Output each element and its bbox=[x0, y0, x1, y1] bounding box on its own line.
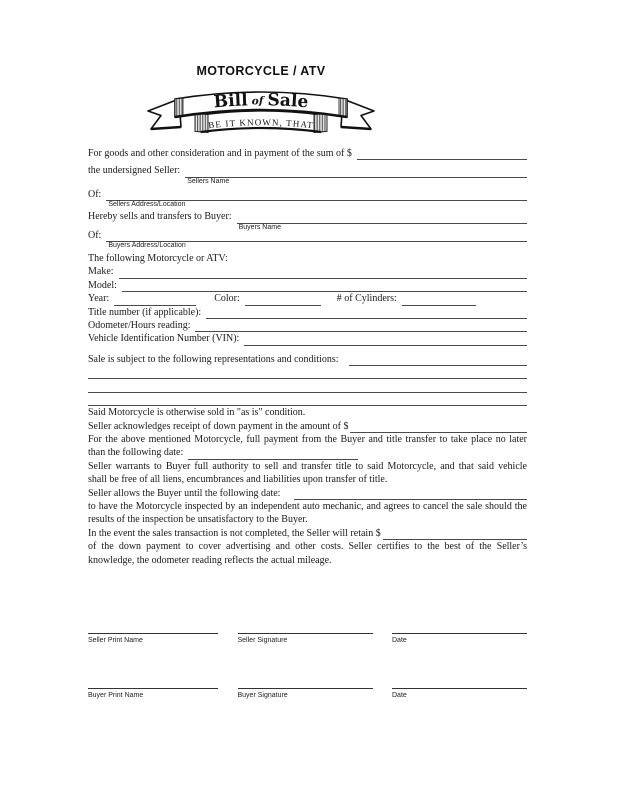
sum-label: For goods and other consideration and in payment of the sum of $ bbox=[88, 147, 352, 159]
down-payment-label: Seller acknowledges receipt of down payment in the amount of $ bbox=[88, 420, 349, 432]
buyer-name-sublabel: Buyers Name bbox=[238, 223, 281, 231]
warrant-statement-line-2: shall be free of all liens, encumbrances and liabilities upon transfer of title. bbox=[88, 474, 388, 486]
conditions-blank-row-4 bbox=[88, 393, 527, 406]
year-label: Year: bbox=[88, 293, 110, 305]
conditions-label: Sale is subject to the following representations and conditions: bbox=[88, 353, 339, 365]
year-blank[interactable] bbox=[114, 291, 196, 305]
title-number-row bbox=[88, 306, 527, 319]
sum-amount-blank[interactable] bbox=[357, 146, 527, 160]
buyer-print-name-label: Buyer Print Name bbox=[88, 692, 144, 699]
odometer-blank[interactable] bbox=[195, 318, 527, 332]
seller-print-name-field bbox=[88, 625, 218, 644]
down-payment-row bbox=[88, 420, 527, 433]
odometer-row bbox=[88, 319, 527, 332]
retain-amount-label: In the event the sales transaction is not completed, the Seller will retain $ bbox=[88, 527, 381, 539]
buyer-address-sublabel: Buyers Address/Location bbox=[108, 241, 186, 249]
as-is-statement: Said Motorcycle is otherwise sold in "as is" condition. bbox=[88, 407, 306, 419]
full-payment-date-label: than the following date: bbox=[88, 447, 184, 459]
full-payment-statement-line-1: For the above mentioned Motorcycle, full payment from the Buyer and title transfer to take place no later bbox=[88, 434, 527, 446]
color-label: Color: bbox=[214, 293, 240, 305]
bill-of-sale-ribbon-banner bbox=[145, 84, 377, 138]
vin-label: Vehicle Identification Number (VIN): bbox=[88, 333, 240, 345]
inspection-date-label: Seller allows the Buyer until the following date: bbox=[88, 487, 281, 499]
buyer-of-label: Of: bbox=[88, 229, 102, 241]
conditions-blank-3[interactable] bbox=[88, 378, 527, 392]
full-payment-date-blank[interactable] bbox=[188, 445, 358, 459]
model-label: Model: bbox=[88, 279, 117, 291]
seller-signature-blank[interactable] bbox=[238, 625, 373, 634]
retain-statement-line-3: knowledge, the odometer reading reflects the actual mileage. bbox=[88, 554, 332, 566]
model-row bbox=[88, 279, 527, 292]
retain-amount-blank[interactable] bbox=[383, 526, 527, 540]
vin-blank[interactable] bbox=[244, 331, 527, 345]
color-blank[interactable] bbox=[245, 291, 321, 305]
title-number-blank[interactable] bbox=[206, 305, 527, 319]
seller-address-sublabel: Sellers Address/Location bbox=[108, 201, 186, 209]
seller-print-name-blank[interactable] bbox=[88, 625, 218, 634]
seller-signature-row bbox=[88, 625, 527, 644]
seller-address-blank[interactable] bbox=[106, 187, 527, 209]
buyer-name-label: Hereby sells and transfers to Buyer: bbox=[88, 211, 232, 223]
cylinders-blank[interactable] bbox=[402, 291, 476, 305]
signature-section bbox=[88, 625, 527, 699]
vin-row bbox=[88, 332, 527, 345]
odometer-label: Odometer/Hours reading: bbox=[88, 319, 191, 331]
retain-statement-line-2: of the down payment to cover advertising and other costs. Seller certifies to the best of the Seller’s bbox=[88, 541, 527, 553]
inspection-date-blank[interactable] bbox=[294, 486, 527, 500]
model-blank[interactable] bbox=[122, 278, 527, 292]
conditions-row bbox=[88, 353, 527, 366]
seller-date-label: Date bbox=[392, 637, 407, 644]
seller-name-row bbox=[88, 164, 527, 185]
document-title: MOTORCYCLE / ATV bbox=[196, 64, 326, 78]
sum-row bbox=[88, 147, 527, 160]
cylinders-label: # of Cylinders: bbox=[336, 293, 397, 305]
buyer-date-blank[interactable] bbox=[392, 680, 527, 689]
buyer-address-row bbox=[88, 229, 527, 249]
conditions-blank-row-3 bbox=[88, 379, 527, 392]
buyer-signature-label: Buyer Signature bbox=[237, 692, 288, 699]
seller-print-name-label: Seller Print Name bbox=[88, 637, 143, 644]
document-header bbox=[145, 64, 377, 138]
buyer-signature-row bbox=[88, 680, 527, 699]
buyer-signature-field bbox=[238, 680, 373, 699]
buyer-address-blank[interactable] bbox=[106, 228, 527, 249]
inspection-date-row bbox=[88, 487, 527, 500]
conditions-blank-1[interactable] bbox=[349, 352, 527, 366]
inspection-statement-line-2: results of the inspection be unsatisfactory to the Buyer. bbox=[88, 514, 308, 526]
title-number-label: Title number (if applicable): bbox=[88, 306, 202, 318]
year-color-cylinders-row bbox=[88, 292, 527, 305]
buyer-name-blank[interactable] bbox=[237, 209, 527, 231]
make-label: Make: bbox=[88, 266, 114, 278]
form-body bbox=[88, 147, 527, 567]
seller-date-field bbox=[392, 625, 527, 644]
buyer-signature-blank[interactable] bbox=[238, 680, 373, 689]
buyer-name-row bbox=[88, 210, 527, 231]
make-row bbox=[88, 265, 527, 278]
seller-of-label: Of: bbox=[88, 188, 102, 200]
seller-name-blank[interactable] bbox=[185, 163, 527, 185]
conditions-blank-4[interactable] bbox=[88, 392, 527, 406]
inspection-statement-line-1: to have the Motorcycle inspected by an independent auto mechanic, and agrees to cancel the sale should the bbox=[88, 500, 527, 512]
conditions-blank-row-2 bbox=[88, 366, 527, 379]
buyer-print-name-blank[interactable] bbox=[88, 680, 218, 689]
buyer-date-field bbox=[392, 680, 527, 699]
seller-name-sublabel: Sellers Name bbox=[187, 177, 230, 185]
buyer-date-label: Date bbox=[392, 692, 407, 699]
seller-name-label: the undersigned Seller: bbox=[88, 165, 181, 177]
make-blank[interactable] bbox=[119, 264, 527, 278]
seller-date-blank[interactable] bbox=[392, 625, 527, 634]
buyer-print-name-field bbox=[88, 680, 218, 699]
full-payment-date-row bbox=[88, 446, 527, 459]
vehicle-heading: The following Motorcycle or ATV: bbox=[88, 252, 228, 264]
down-payment-blank[interactable] bbox=[350, 419, 527, 433]
banner-subtitle-text: BE IT KNOWN, THAT bbox=[207, 117, 315, 131]
seller-address-row bbox=[88, 188, 527, 209]
seller-signature-field bbox=[238, 625, 373, 644]
banner-title-text: Bill of Sale bbox=[212, 90, 310, 113]
retain-amount-row bbox=[88, 527, 527, 540]
warrant-statement-line-1: Seller warrants to Buyer full authority to sell and transfer title to said Motorcycle, and that said vehicle bbox=[88, 460, 527, 472]
seller-signature-label: Seller Signature bbox=[237, 637, 288, 644]
conditions-blank-2[interactable] bbox=[88, 365, 527, 379]
